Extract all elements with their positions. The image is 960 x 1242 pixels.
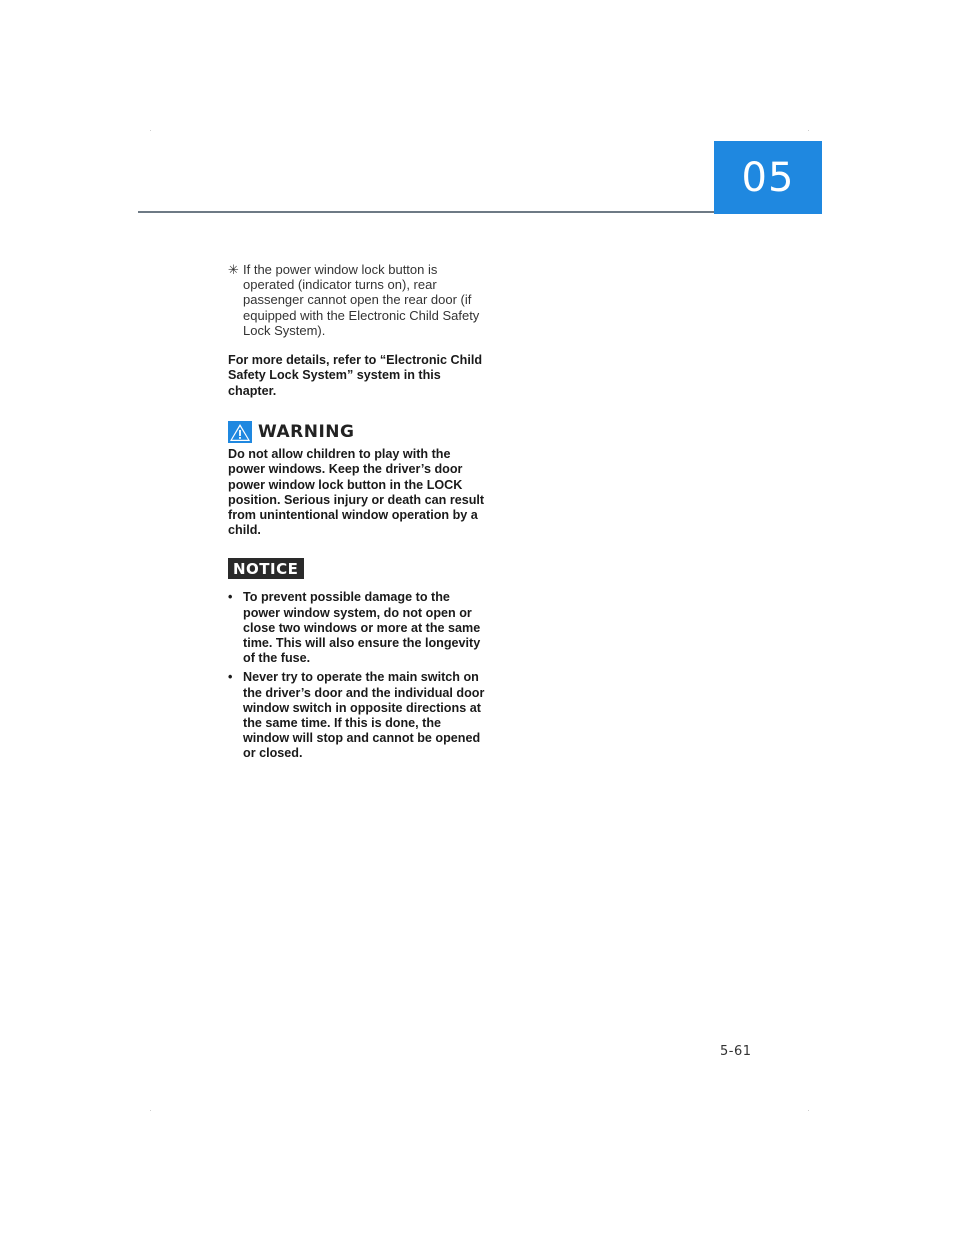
crop-mark xyxy=(808,1110,809,1111)
chapter-number: 05 xyxy=(741,154,795,201)
crop-mark xyxy=(150,130,151,131)
list-item xyxy=(228,670,490,761)
warning-heading xyxy=(228,421,490,443)
warning-title: WARNING xyxy=(258,422,355,443)
info-note xyxy=(228,262,490,338)
chapter-tab xyxy=(714,141,822,214)
bullet-icon: • xyxy=(228,670,233,685)
bullet-icon: • xyxy=(228,590,233,605)
asterisk-icon: ✳ xyxy=(228,262,239,277)
page-number: 5-61 xyxy=(720,1044,752,1059)
warning-triangle-icon xyxy=(228,421,252,443)
list-item-text: Never try to operate the main switch on the driver’s door and the individual door window switch in opposite directions at the same time. If this is done, the window will stop and cannot be opened or closed. xyxy=(243,670,485,761)
warning-text: Do not allow children to play with the power windows. Keep the driver’s door power window lock button in the LOCK position. Serious injury or death can result from unintentional window operation by a child. xyxy=(228,447,485,538)
page-content xyxy=(228,262,490,766)
notice-badge: NOTICE xyxy=(228,558,304,579)
refer-text: For more details, refer to “Electronic Child Safety Lock System” system in this chapter. xyxy=(228,353,483,398)
header-rule xyxy=(138,211,714,213)
crop-mark xyxy=(808,130,809,131)
notice-list xyxy=(228,590,490,761)
crop-mark xyxy=(150,1110,151,1111)
list-item xyxy=(228,590,490,666)
note-text: If the power window lock button is operated (indicator turns on), rear passenger cannot open the rear door (if equipped with the Electronic Child Safety Lock System). xyxy=(243,262,480,338)
list-item-text: To prevent possible damage to the power window system, do not open or close two windows or more at the same time. This will also ensure the longevity of the fuse. xyxy=(243,590,481,666)
